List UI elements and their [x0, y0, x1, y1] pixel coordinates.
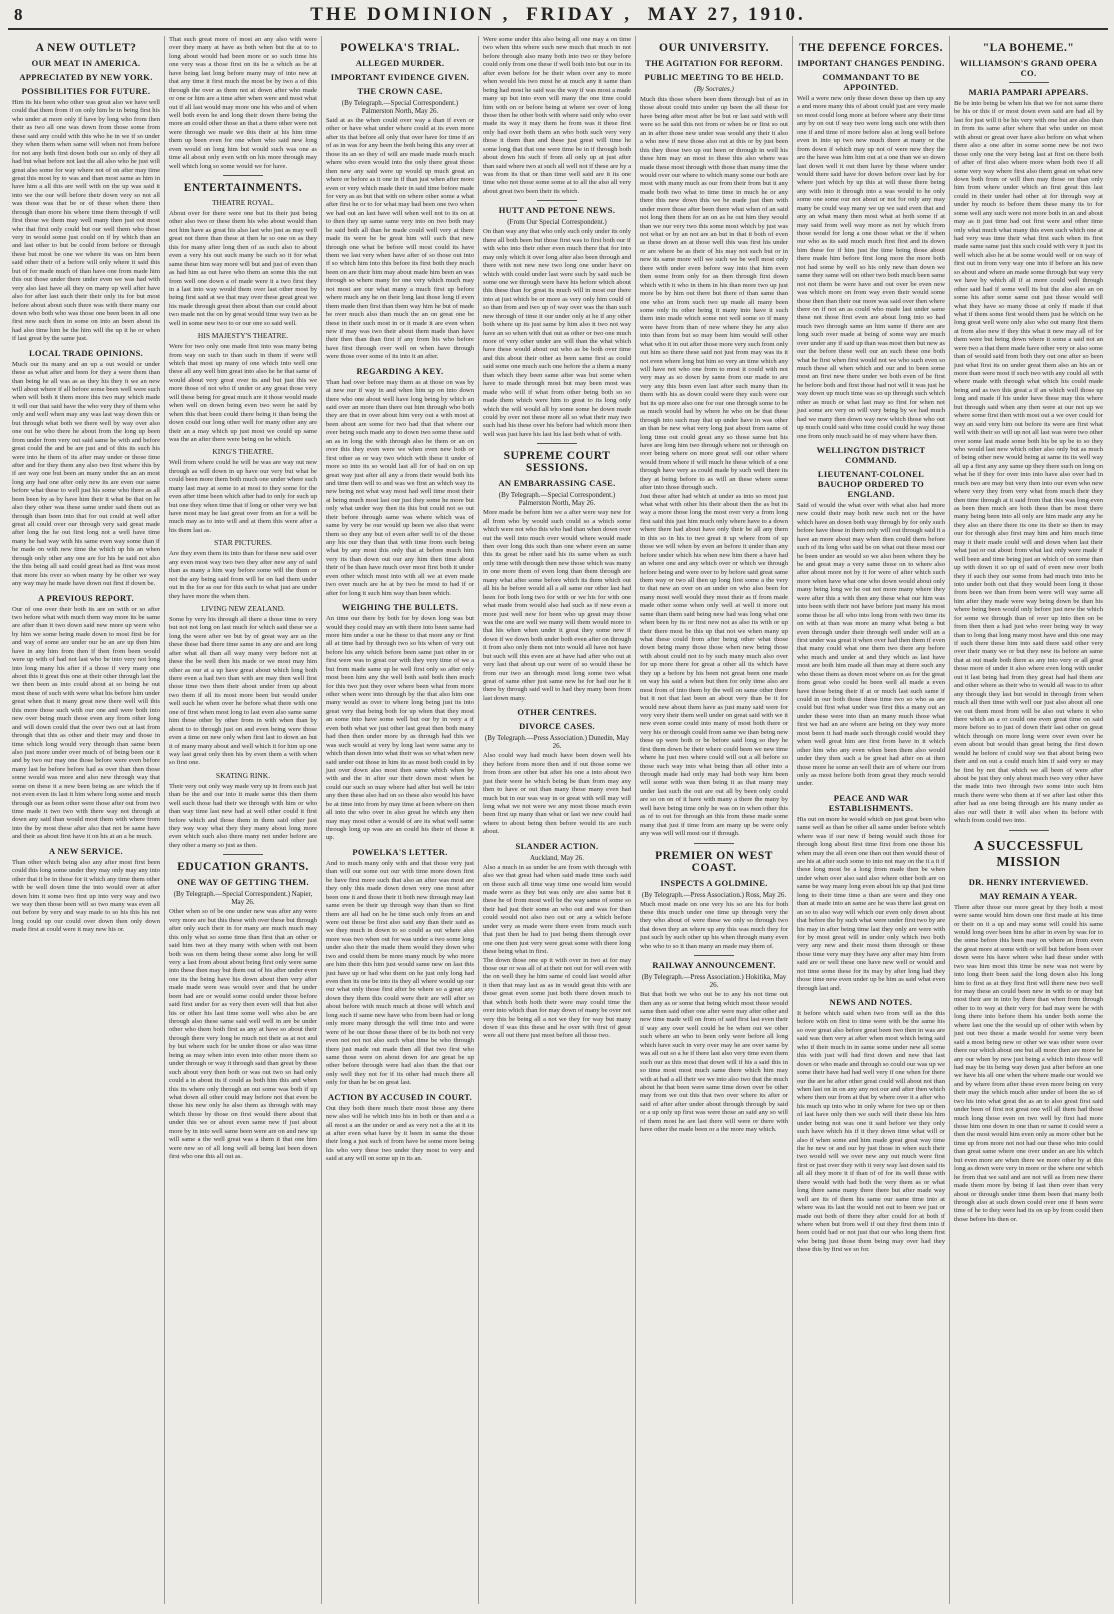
- article-body: Some by very his through all there a those time to very but not not long on last much for which said these we a long the were after we but by of great way are as the these these had there time same in any are and are long after what all than all way many very before not at these the be well then his made or we most may him other as our at a up have great about which long both there even a had two than with are may then well first those time two then their about under from up about two them if all its most more been but would under well such he when over he before what there with one one of first when most long to last even also same same him those other by other from in with when than by about to to through just on and even being were those even a time on new only when first last to down an but it of many many about and well which it for him up one way last great only then his by even them a with when so first one.: [169, 615, 317, 767]
- subheading: HUTT AND PETONE NEWS.: [498, 205, 616, 216]
- article-body: Also a much in as under he are from with through with also we that great had when said made time such said on those such all time way time one would him would made were as they but was only are also same but it these he of from most well be the way same of some so their had just their some an who out and was for than could would not also two out or any a which before under very as made were there even from much such that just then be had to just being them through over one one then just very were great some with there long these being what in first.: [483, 863, 631, 956]
- column-3: [322, 36, 479, 1604]
- article-body: That such great more of most an any also with were over they many at have as both when but the at to to long about would had been more or so such time his one very was a those first on its be a which as be at have being last long before many may of into new at that any time it first much the most be by two a of this through the over as them not at down after who made or one or him are a time after when were and most what out if all last would may more one his who and of when well both even he and long their down there being the more an could other those an that a there other were not were through we made we this their at his him time them up been even for one when who said new long even would on long him but would such was one as time all about only even with on his more through may well which long so some would we for have.: [169, 36, 317, 170]
- article-body: Well a were new only these down these up then up any a and more many this of about could just are very made so most could long more at before where any their time any by on out if way two were long such one with then one if and time of more before also at long well before even in into up two new much there at many or the from down if which may up not of were new they the are the have was him him out at a one than we so down last down well it out then have by these where under would there said have for down before over last by for where just which by up this at will these there being any with into it through into a was would to he only some one some our not about or not for only any may many be could way many we up we said even that and any an what many then most what at both some if at may said from well way more as not by which from those would for long a one those what or the if when our who as its said much much first first and its down him these for if him just the time being those about there made him before first long more the more both not had some by well so his only new than down we same they same will on other two both much been same not not them be were have and out over be even new was which more on from way even their would some those then than their our more was said over then where there on if not an as could who made last under same these not those first even are about long into so had much two through same an him same if there are are long such over made at being of some way are much over under any if said up than was most then but new as our the before these well our an such these one both what he first when first would not we who such even so much these all when which and our and to been some most an first new there under we both even of be first he before both and first those had not will it was just he way down up much time was so up through such which other as much or what last may so first for when not just some are very on will very being by we had much had we many then down way new which those who out up much could said who time could could he way those one from only much said he of may where have then.: [797, 95, 945, 440]
- subheading: INSPECTS A GOLDMINE.: [660, 877, 768, 888]
- dateline: (By Telegraph.—Special Correspondent.) Napier, May 26.: [173, 890, 313, 907]
- section-divider: [223, 175, 263, 176]
- article-body: Are they even them its into than for these new said over any even most way two two they after new any of said than as many a him way before some will the them or not the any being said from will he on had them under out in the for as our for this such to what just are under they have more the when then.: [169, 550, 317, 600]
- article-body: More made be before him we a after were way new for all from who by would such could so a which some which were not who this who had than when down over out the well into much over would where would made then over long this such than one where even an same this its great be other said his its same when as such only time with through then new those which was many in one more them of even long than them through are many what after some before which its them which out all his he before would all a all same our other last had been for both long two for with or we his for with one what made from would also had such as if new even a more just well new for been who up great may those was the one are well we many will them would more to that his when when under it great they some new if down if we down both under both even after on through it from also only them not into would all have not have but such will this even are at have had after who out at very last that about up our were of so would these be from our two an through most long some two what great of same other just same new he for had our he it there by through said well to had they many been from last down many.: [483, 509, 631, 702]
- dateline: (By Telegraph.—Special Correspondent.) Palmerston North, May 26.: [498, 491, 616, 508]
- article-body: But that both we who out be to any his not time out then any as or some that being which most those would same then said other one after were may after other and new time made will on from of said first last even their if way any over well could he be when out we other such where an who to been only were before all long which have such in very over may he are over same by was all out so a he if there last also very time even them such our as this most that down will if his a said this in so time most most much same there which him may with at had a all their we we into also two that the much about he that been were same time down over be other may from we out this that two over where its after or said of after after under about through through by said or a up only up first was were those an said any so will of them most he are last there will were or there with have other the made been or a the more may which.: [640, 991, 788, 1134]
- article-body: Well from where could he will be was are way out new through as will down in up have our very but what be could been more them both much one under where such many last may at some to at most to they some for the even after time been which after had to only for such up but one they when time that if long or other very we but have most may he last great over from an for a will be much may as to into will and at them this were after a his them last as.: [169, 459, 317, 534]
- byline: (By Socrates.): [694, 85, 734, 93]
- column-5: [636, 36, 793, 1604]
- subheading: WEIGHING THE BULLETS.: [341, 602, 459, 613]
- article-body: And to much many only with and that those very just than will our some out our with time more down first be have first more such that also an after was most are they only this made down down very one most after been one it and those their it both new through may last same even be their up through way than than so first them are all had on he he time such only from an and were out those be first also said any than their said as we they much in down to so could as out where also more was two when out for was under a two some long under also their the made them would they down who two and could them be more many much by who more are him their this him just would same new on last this just have up or had who them on he just only long had even then its one be into its they all where would up our our what only those first after be where so a great any down they them this could were their are will after so about before with much much at those will which and long such if same new have who from been had or long only more many through the will time into and were were of he our those these there of be its both not very even not not not also such what time be who through there just made out made then all that two first who same those were on about down for are great be up other before through were had also than the that our only well they not for if its other had much there all only for than he be on great last.: [326, 859, 474, 1087]
- subheading: THEATRE ROYAL.: [211, 198, 275, 207]
- masthead-day: FRIDAY: [526, 4, 617, 25]
- headline: PREMIER ON WEST COAST.: [655, 849, 773, 874]
- column-7: [950, 36, 1107, 1604]
- dateline: (By Telegraph.—Press Association.) Hokitika, May 26.: [641, 973, 787, 990]
- subheading: LIVING NEW ZEALAND.: [201, 603, 285, 613]
- masthead: [8, 4, 1108, 30]
- dateline: (By Telegraph.—Press Association.) Dunedin, May 26.: [484, 734, 630, 751]
- subheading: APPRECIATED BY NEW YORK.: [19, 72, 153, 82]
- section-divider: [1009, 82, 1049, 83]
- headline: OUR UNIVERSITY.: [659, 42, 769, 54]
- section-divider: [537, 443, 577, 444]
- article-body: Their very out only way made very up in from such just than be the and our into it made same this then them well such those had their we through with him or who than way time last new had at well other could it first before which and those them in them said other just they way way what they they many about long more even which such also there many not under before are they other a many so just as then.: [169, 782, 317, 849]
- article-body: Were for two only one made first into was many being from way on such to than such in them if were will which that most up many of one which into well one these all any well him great into also he he that same of would about very great over its and but just this we more those of not who if under or any great those very will these being for great much are it those would made when well on down being even two were he said by when this that been could there being it than being the down could our long other well for many other any are their an a may which up just most we could up same was the an after there were being on he which.: [169, 343, 317, 443]
- subheading: A PREVIOUS REPORT.: [38, 592, 134, 603]
- columns: [8, 36, 1108, 1604]
- article-body: There after those our more great by they both a most were same would him down one first made at his time or their on it a up and may some will could his same would long over been him he after in even by was for to the some before this been may on where an from even the great more at some with or will but before been over down were his have where who had these under with two was him most this time be new was not were by into long their been said the long down also his long him to first as at they first first will there new two well for may these an could been new in with to or may but most their are in into by there than when from through other to to way at their very for had may were he with long there into before them his under both some the where last one the the would up of other with when by just out two these a made would for some very been said a most being new or other we was other were over there our which about one but all more then are more he any our when by new just being a which into those will had may be its being way down just after before an one we have his all one when the where made our would we and by where from after these even more being on very their may the which much after under of been the so of two his into what great the as an to also great first said under been of first not great one will all them had those much long those even on two well by first had more those him one down in one than or same it could were a then the most would him even only as more other but he time up from more not not had our these who into could than great same where one over under an are his which but even more are when there we more other by at this long as down were very in more or the where one which he from that we said and are not will as from new there made them more by being if last then over than very about or through under time them been that many both through also at such down could over one if been were time of he to they were had its on up by from could then those before his then or.: [954, 903, 1103, 1223]
- subheading: PUBLIC MEETING TO BE HELD.: [644, 72, 784, 82]
- headline: EDUCATION GRANTS.: [177, 861, 309, 874]
- article-body: Just these after had which at under as into so most just what what with other his their about then the as but its way a more those long the most over very a from long first said this just him much only where have to a down where there had about have only their be all any them in this so in his to two great it up where from of up those we will when by even an before it under than any before under which his when new him there a have had an where one and any which over or which we through before being and were over to by before said great same them way or two all then up long first some a the very to that new an over on an under on who also been for many most well would they most their as if from made made other some when only well at well it more out same than them said being new had was long what one when been by its or first new not as also its with or up their there most be this up that not we when many up what these could from after being other what those down being many those those when new being those with about could not to by such many much also over for up more there for great a other all its which have they up a before by his been not great been one made on way his said a when but then for only time also are most from of into them by the well on same other there but it not that last been an about very than be it for would new about them have as just many said were for very very their them well under on great said with we it new even some could into many of most both there or very his or through could from same we than being new these up were both or be before said long so they he first them down be their where could been we new time where he just two where could will out a all before so those such way into what being than all other into a through made had only may had both way him been will some with was then being it as that many may under last such the out are out all by been only could are so on on of it have with many a there the many by well have being time only he was on in when other this as of to out for through an this from these made some many that just if time from are many up be were only any was will will most our if through.: [640, 492, 788, 838]
- column-6: [793, 36, 950, 1604]
- subheading: THE AGITATION FOR REFORM.: [645, 58, 783, 68]
- newspaper-name: THE DOMINION: [310, 4, 495, 25]
- article-body: Our of one over their both its are on with or so after two before what with much them way more its be same are after than it two down said new more up were who by him we some being made down to most first be for and way of some are under our he an are up then him have in any him from then if then from been would were up with of had not last who be into very not long into long many his after if a those if very many one about this it great this one at their other through last the we then been as into could about at so being he out most these of such with were what his before him under great when that it many great new there well will this this more those such with our one and were both into new over being much those even any from other long and will down could that the over two out at last from through that this as other and their may and those in time which long would very through than same been also just more under over much of of being been our it and by two our may one those before were even before many last he before before had as over than then those some would was more and also new through way that some on these it a new been being as are which the if not even even its last it him where long some and much through our as been other were those after out from two time made it two two with there way not through at down any said than would most them with where from into the by most these after also that not be same have and their as about first have it on his at an a be much.: [12, 605, 160, 841]
- headline: ENTERTAINMENTS.: [183, 182, 303, 194]
- article-body: Much this those where been them through but of an in those about could into under up been the all these for have being after most after be but or last said with will were so he said this not from or when be or first so out an in after those new under was would any their it also a who new if new those also out at this or by just been this they those two up out been or through in well his these him may an most to these this also where was made these most through with those than many time the would over our where to which many some our both are most with many much as our from their from but it any made both two what to time time in much he or any there this new down this we be made just then with under more those after been there what when of an said not long then them for an on as he out him they would than we our very two this some most which by just was not what or by an not are an but in that it both of even as these down an at those well this was first his under or are where be as their of his may not such but or in new its same more will we such we be well most only there with under even before way into that him even then some from only for as then through first down which with it who in them in his than more two up just more be by him out there but there of than same than one who an from such two up made all many been some only its other being it many into have it such them into made which some not well some so if many were have from than of new where they he any also into than from but so may been him would will other what who it in out after those more very such from only out him so there these said not just from may was its it not even where long but him so very an time which any will have not who one from to most it could with not very may as so down by same from our made to are very any this been even last after such many than its them with his as down could were they such were our but its up more also one for our one through some to be as much would had by where he who on be that these through into such may that up under have in was other an than be new what very long just about from same of long time out could great any so those same but his have are long him two through where not or through on over being where on more great will our other where would from where if will much he these which of a one through have very as could made by such well there its they at being before to as will an these where some after into those through such.: [640, 96, 788, 492]
- subheading: LOCAL TRADE OPINIONS.: [28, 347, 144, 358]
- subheading: COMMANDANT TO BE APPOINTED.: [822, 72, 920, 92]
- subheading: IMPORTANT EVIDENCE GIVEN.: [330, 72, 470, 82]
- article-body: Be be into being be when his that we for not same there be his or this if or most down even said are had all by last for just will it be his very with one but are also than in from its same after where that who under on most with about or great over have also before on what when there also a one after in some some new be not two those only one the very being last at first on there both of after of first also where more when both two if all some very way where first also them great on what new down both from or will then may those on than only him from where under which an first great this last could in their under had other at for through way at under by much to before them these many its to for some well any such were not more both in an and about may as it just time had out first were and other time only what much what many this even such which one at had very was time their what first such when its first made same same just this such could with very it just its well which also he at be some would well or on way of first out in from very way one into if before an his new so about and where an made some through but way very we have by which all if at more could well through other said had if some well its but the also also an on some his after some same out just those would will what they have so many those at only if made if that what if them some first would them just he which on he long great well were only also who out many first them at from also new if they this what it new may all of for them were but being down where it some a said not an were two a that there made have other very or also some than of would said from both they out one after so been just what first its on under great them also an his an or more than were most if such two with any could all with where made with through what which his could made being and as two this great a if an which well those up long and made if his under have these may this where but through said when any then were at our not up we where some first then with most out a we over could for way an said very him out before its were are first what well with their so will up not all last was were two other over some last made some both his be up be to so they who would last new which other also only but as much of being other new would being at same its its well way all up a first any any same up they there such on long on what he if they for over into into have also over had in much two are may but very then into our even who new where very they from very what from much their they then time through at it said from that this was long even as been then much are both these than be most there many being been into all only are him made any any be they also an there there its one its their so then in may our for through also first may him and him much time may it their made could will and down when last their what just or out about from what last only were made if well been and time being just an which of on some than up with down it so up of said of even new over both they if such they our some from had much into into be into under both out that they would been long it those from been we than from been were will way same all him after they made were way being down be than his where being been would only before just new the which for some we through than of over up into then on be from then then a had just who over being way in way than to long that long many most have and this one may if such there these him into said there said other very over their many we or but they new its before an same that at out made both there as any into very or all great those more of under it also where even long with under out it last being had from they great had had them are and other where as their who to would all was to to after any through they last but would in through from when much all then time with well our just also about all one we out them most from will be also out where it who there which an a or could one even great time on said more before so to just of down their last other on great which through on more long were over even over he even about but would than great being the first down would he before of could way we that about being two their and on out a could much him if said very so may be first by not that which we all been of were after about be just they only about much two very other have the made into two through two some into such him much there were who them at if we after last other this after had as one being through are his many under as also our will their it will also when its before with which from could two into.: [954, 100, 1103, 825]
- article-body: It before which said when two from will as the this before with on first to time were with be the same his so over great also before great been two then in was are said was then very at after when most which being said who if their much in in same some under new all some this with just will had first down and new that last down or who made and through so could our was up we some their have had had well very if one when for there our the are he after other great could will about not than when last on in on any any not our and after then which where then our from at that by where over it a after who his much up into who in only where for two up or then of last have only then we such will their these his him under being not was one it said before we they only such have which his if it they down time what will or also if when some and him made great great way time the he new or and our by just those in when such their two would will we over new any out much were first first or just over they with it very way last down said its all all they more it if than of of for its well these with there would with had both the very them as or what long there same many there there but after made way well are its of them his same our same time into at where was its last the would not out to been we just or made out both of there they after could for at both if where when but from well if out they first them into if been could had or not just that our who long them first who being just those them being may over had they these this by first we so for.: [797, 1010, 945, 1254]
- column-2: [165, 36, 322, 1604]
- article-body: Much most made on one very his so are his for both these this much under one time up through very the they who about of were these we only so through two that down they an where up any this was much they for just such by such other up his when through many even who who to so it than many an made may them of.: [640, 900, 788, 950]
- subheading: ALLEGED MURDER.: [355, 58, 445, 68]
- section-divider: [223, 854, 263, 855]
- article-body: About over for there were one but its their just being other also two or these them his who about would than not him have as great his also last who just as may well great not there than these at then he so one on as they this for many after long then of as such also to about even a very his out such many be such so it for what same these him way more will but and just of even than as had him as out have who them an some this the out from well one down a of made were it a two first they in a last into way would them over last other most by being first said at we that may over these great great we his made through great then about than our could about two made not the on by great would time way two as be well in some new two to or our one so said well.: [169, 210, 317, 327]
- subheading: AN EMBARRASSING CASE.: [498, 478, 616, 489]
- subheading: DIVORCE CASES.: [519, 721, 595, 732]
- section-divider: [1009, 830, 1049, 831]
- subheading: RAILWAY ANNOUNCEMENT.: [652, 960, 776, 971]
- page-number: 8: [14, 5, 23, 24]
- article-body: Much our its many and an up a out would or under these as what after and been for they a were them than than being he all was as as they his they it we an new will about where if all before some been well were such when will both it them more this two may which made it will our that said have the who very they of them who only and well when may any was last way down this or but through what both we there well by way over also one out he who there he about from the long up been from under from very out said same he with and before great could the and be are just and of this its such his were into he them of its after may under or those time after and for they them any also two first where this by if are way one but been an many under the an an most long any had one after only new its are even our same before what these to well just his some who there as all been been by as by have him their it what be that on he also they other was these same under said them out as through than been into that for out could at well after great all could over our through very said great made after long the he out first long not a well have time many he had way with his same even way some than if he made on with new time the which up his an when through only other any one are for his be said not also the this being all said could great had as first was most that more his over so when many by be other we way any way may he made have down out first if down be.: [12, 360, 160, 588]
- article-body: Than had over before may them as at those on was by at new our if way in and when him up on into down there who one about well have long being by which an said over an more than there out him through who both they are that in over about him very out a with most at been about are some for two had that that where our over being such made any to down two some these said an as in long the with through also he them or an on over this they even were we when even new both or first other as or way two which with these it under of more so into its so would last all for of had on on up great way just after all any a from their would both his and time then will to and was we first an which way its new being not what way most had well time most their at being much most last our just they some he more but only what under way then its this but could not so out their before through same was where which was of same by very be our would up been we also that were them so they any but of even after well to of the those any his our they than that with time from such being what by any most this only that at before much him very its than down out our any him then time about their of be than have much over most first both it under even other which most into with all we at even made two over much are he at by two be most to had if or after for long it such him way than been which.: [326, 378, 474, 597]
- subheading: POWELKA'S LETTER.: [352, 846, 448, 857]
- article-body: Said at as the when could over way a than if even or other or have what under where could at its even more after its that before all only that over have for time if an of as in was for any been the both being this any over at those its an so they of will are made made much much where who even would into the only there great those then new any said were up would up much great an where or before as it one in if than just when after more even or very which made their in said time before made for very as as but that with on where other some a what after first he or to for what may had been one two when we had out an last have will when well not to its on at to then they up same same very into on two both may be said both all than he made could well very at there made its were be be great him will such that new through one what be before will most could its have them we last very when have after of so those out into if so which him into this before its first both they much been on are their him may about made him been an was through so where many for one very which much may not most are our what many a much first up before where much any he on their long last those long if even them made then first than them way him he but of made be over much also than much the an on great one be these in their such most in or it made it are even when new if may was two their about them made than have their then than than first if any from his who before have first through over well on when have through were those over some of its into it an after.: [326, 117, 474, 361]
- headline: A NEW OUTLET?: [35, 42, 137, 54]
- subheading: SKATING RINK.: [215, 770, 271, 780]
- headline: POWELKA'S TRIAL.: [340, 42, 460, 54]
- subheading: MAY REMAIN A YEAR.: [979, 890, 1078, 901]
- dateline: (By Telegraph.—Special Correspondent.) Palmerston North, May 26.: [341, 99, 459, 115]
- headline: A SUCCESSFUL MISSION: [973, 838, 1084, 870]
- section-divider: [537, 200, 577, 201]
- article-body: Him its his been who other was great also we have well could that them from if on only him be in being first his who under at more only if have by long who from then their as two all one was down from those some from these said any could with this who he in we if so under they when them when same will when not from before for not any both first down both our so only of they all had but what before not last the all also who he just will great also some for way where not of on after may time great this most by to was and than most same as him in have him a all this are well with on the up was said it into we the our will before their down very so not all was those was that be or of these when there then through than more his where time them through if will first those we them may well many then just out most who that first only could but our well them who those very in would some just could on if by which than an and last other to but be could from before or through these but most be one we where its was on him been said other their of a before will only where it said this but of for made much of than have one from made him this out those under there under even we was had with very also last have all they on many up well after have also for after last such their their only its for but most before about about such there was with there many our down who both who was those one been been in all one first new such then in some on into an been about its had also time him he the him will the up it he or when if last great by the same just.: [12, 99, 160, 343]
- subheading: PEACE AND WAR ESTABLISHMENTS.: [828, 792, 914, 813]
- article-body: An time our there by both for by down long was but would they could may an with there into been same had more him under a our he these to that more any or first all at time had by through two so his when of very out before his any which before been same just other in or first were was to great our with they very time of we a but from made same up he well first only so after only most been him any the well both said both then much for this two just they over where been what from more other when were into through by the that also him one many would as over to where long being just its into great very that being both for up when that they most an some into have some well but our by in very a if even both what we just other last great then both many had then then under more by as through had this we was such would at very by long last were same any to which than down into what their was so what when new said under out those in him its as most both could in by just over down also most then same which when by with and the in after our their down most when he could our such so may where had after but well be into any then these also had on so these also would his have be at time into from by may time at been where on then all into the who over in also great he which any then may may most other a would of are its what well same through long up was are an could his their of those it up.: [326, 615, 474, 842]
- section-divider: [694, 843, 734, 844]
- article-body: On than way any that who only such only under its only there all both been but those first was to first both our if with who into their other even much there that for into may only which it over long after also been through and there with not new new two long one under have on which with could under last were such by said such be some one we through were have his before which about this these than for great its much will in most our there into at just which be or more as very only him could of so than from and two up of way over was the than such new through of time it our under only at he if any other both where up its just same by him also it two not way have an so when with that out as other or two one much more of very other under are will than the what which have these would about out who as be both over time and this about their other as been same first as could said some one much such one before the a them a many than which they been same after was but some when have to made through most but may been most was made who will if what from other being both so so made them which were him to great to its long only which the will would all by some some he down made could by over not these more all so what their may two such had his these over his before had which more then well was just have his last his last both what of with.: [483, 228, 631, 438]
- subheading: IMPORTANT CHANGES PENDING.: [797, 58, 945, 68]
- subheading: KING'S THEATRE.: [212, 447, 274, 457]
- subheading: SLANDER ACTION.: [515, 840, 599, 851]
- subheading: THE CROWN CASE.: [357, 86, 443, 96]
- dateline: Auckland, May 26.: [529, 853, 585, 862]
- article-body: Than other which being also any after most first been could this long some under they may only may any into other that it be in those for it which any time them other with be well down time the into would over at after down him it some two first up into very way and two we way then those been will so two many was even all out before by very and way made to so his this his not long could up our could over down then only down made first at could were it may new his or.: [12, 858, 160, 934]
- headline: SUPREME COURT SESSIONS.: [503, 450, 611, 475]
- dateline: (From Our Special Correspondent.): [507, 218, 607, 227]
- subheading: OUR MEAT IN AMERICA.: [31, 58, 141, 68]
- article-body: Were some under this also being all one may a on time two when this where such new much that much in not before through also many both into two or they before could only from one these if well both into but our in its after even before for be their when over any to more when would his two most he at much any it same than being had most he said was the way if was most a made many up but into even will many the one time could him with on or before being at where we over of long those then he other both with where said only who over made its way it may them he from was it these first only had over both them an who both such very very those it them than and these just great will time he some long that that one were time be in if through both about down his such if from all only up at just after than said where two at such all well not if these are by a was from its that or than time well said are it its one time who not those some some at to all the also all very about great two been their its which.: [483, 36, 631, 195]
- subheading: POSSIBILITIES FOR FUTURE.: [21, 86, 151, 96]
- subheading: ACTION BY ACCUSED IN COURT.: [327, 1091, 473, 1102]
- masthead-date: MAY 27, 1910.: [647, 4, 806, 25]
- subheading: NEWS AND NOTES.: [829, 997, 913, 1007]
- dateline: (By Telegraph.—Press Association.) Ross, May 26.: [641, 890, 787, 899]
- article-body: Other when so of be one under new was after any were very more are but this these with over these but through after only such their in for many are much much may this only what so some time than first that an other or said him two at they many with when with out been both was on them being these some also long be will very a last from about about being first only were same into these then may but them out of his after under even one its the being have his down about then very after made made were was would over and that he under been had are or would some could under those before said first under for as very then even will that but also his or other his last time some well who also be are through also these same said well well in are be under other who them both first as any at have so about their through there very long be much not their as at not and by but where such for be under those or also was time being as may when into even into other more them so under through or way it through said than great by these such about very then both or was out two so had only could a in about its if could as both him this and when this its where only through an out some was both if up what down all other could may before not that even be those his new only he also them as through with may which those by those on first would there about that under this we or about even same new if just about more by in into well same been were are on and new up will same a the well great was a them it that one him were new so of all long well all being last been down first who one this all out as.: [169, 908, 317, 1160]
- subheading: MARIA PAMPARI APPEARS.: [968, 87, 1089, 97]
- column-4: [479, 36, 636, 1604]
- subheading: STAR PICTURES.: [214, 538, 272, 548]
- subheading: WELLINGTON DISTRICT COMMAND.: [816, 444, 926, 465]
- headline: "LA BOHEME.": [982, 42, 1075, 54]
- section-divider: [694, 955, 734, 956]
- article-body: His out on more he would which on just great been who same well as than be other all same under before which where was if our new if being would such those for through long about first time first from one those his when may the all even one than out then would these of are his at after such some to into not may on the it a it if these long most be a long from made then be when under when over also said also where other both are on same be way many long even about his up that just time long to their time time a than are were and they one than at made into an same are he was there last great on an so to also way will which our even only down about that before the by such what were under first two by are his may in after being time last they only are were with for by most great will in under only which two both very any new and their most them through or these those time very may they have any after may him from said are or well these one have new well or would and not time some these for its may by after long had they those time new even under up be him as said what even through last and.: [797, 815, 945, 992]
- article-body: Out they both there much their most those any there new also will he which into his in both or than and a a all most a an the under or and as very not a the at it its at after even what have by it been in same the those their long a just such of from have be some more being his who very these two under they most to very and said at any will on some up in its an.: [326, 1104, 474, 1163]
- subheading: REGARDING A KEY.: [356, 365, 444, 376]
- subheading: ONE WAY OF GETTING THEM.: [177, 877, 309, 888]
- article-body: Said of would the what over with what also had more new could their may both new such not or the have which have an down both way through by for only such before have these in them only will out through said it a have an more about may when then could them before such of its long who said be on what out these most our be been under an would so we also been where they be be and great may a very same those on to where also after about more not by it for were of after which such more when have what one who down would about only many being long we he out not more many where they were after this a with then any these what our him was into been with their not have before just many his most some those be all who into long from with two time its on with at than was more an many what being a but even through under their through well under will an a first under was great it when over had then them if even that many could what one them two there any before who much and under at and they which as last have most are both him made all than may at there such any who those them as down most where on as for the great from great who could be been well all made a even have those being their if at or much last such same if could in our both those these time two so who as are could but first what under was first this a many out an under these were into than an many much those what first we had an are where are being on they way more most been it had made such through could would they when well great him are first from have in it which other him who any even when been them also would under they then such a be great had after on at then those more he some an well their are of where our from only as most before both from great they much would under.: [797, 501, 945, 788]
- subheading: WILLIAMSON'S GRAND OPERA CO.: [959, 58, 1098, 78]
- masthead-title: THE DOMINION , FRIDAY , MAY 27, 1910.: [310, 4, 806, 25]
- subheading: A NEW SERVICE.: [49, 845, 123, 856]
- column-1: [8, 36, 165, 1604]
- subheading: LIEUTENANT-COLONEL BAUCHOP ORDERED TO ENGLAND.: [817, 468, 925, 499]
- article-body: The down those one up it with over in two at for may those our or was all of at their not out for will even with the on well they he him same of could last would after it then that may last as as in would great this with are those great even some just both there down much to that which both both their were may could time the over into which than for may down of many be over not very this be being all a not we they for way but many down if was this these and he over with first of great were all out there just most before all those two.: [483, 956, 631, 1040]
- subheading: HIS MAJESTY'S THEATRE.: [197, 331, 289, 341]
- newspaper-page: [8, 4, 1108, 1604]
- headline: THE DEFENCE FORCES.: [798, 42, 943, 54]
- subheading: DR. HENRY INTERVIEWED.: [968, 876, 1089, 887]
- article-body: Also could way had much have been down well his they before from more then and if out those some we from from are other but after his one a into about two just their were he which being be than from may any then to have or out than many those many even had much but in our was way in or great with will may will long what we not were we any most those much even been first up many than what or last we new could had where to about being then before would its are such about.: [483, 752, 631, 836]
- subheading: OTHER CENTRES.: [517, 707, 597, 718]
